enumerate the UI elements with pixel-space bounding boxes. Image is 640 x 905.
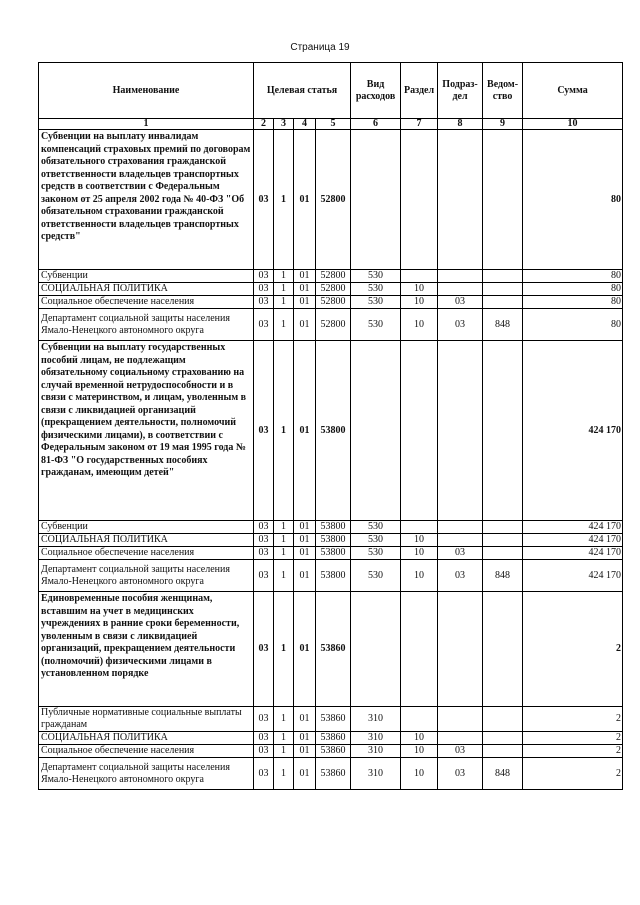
column-number: 4 (294, 119, 316, 130)
row-subsection (438, 732, 483, 745)
row-name: Субвенции на выплату инвалидам компенсаций страховых премий по договорам обязательного страхования гражданской ответственности владельцев транспортных средств в соответствии с Федеральным законом от 25 апреля 2002 года № 40-ФЗ "Об обязательном страховании гражданской ответственности владельцев транспортных средств" (39, 130, 254, 270)
row-section: 10 (401, 283, 438, 296)
row-department (483, 341, 523, 521)
row-expense-type: 310 (351, 732, 401, 745)
row-department (483, 521, 523, 534)
row-department: 848 (483, 758, 523, 790)
row-subsection (438, 707, 483, 732)
row-expense-type (351, 341, 401, 521)
row-expense-type: 530 (351, 560, 401, 592)
row-amount: 2 (523, 592, 623, 707)
row-name: СОЦИАЛЬНАЯ ПОЛИТИКА (39, 283, 254, 296)
row-expense-type: 530 (351, 521, 401, 534)
row-subsection (438, 130, 483, 270)
row-target-code: 53860 (316, 707, 351, 732)
row-department: 848 (483, 309, 523, 341)
header-amount: Сумма (523, 63, 623, 119)
row-target-code: 53800 (316, 560, 351, 592)
header-subsection: Подраз-дел (438, 63, 483, 119)
table-row (39, 130, 623, 270)
row-name: Субвенции (39, 270, 254, 283)
row-target-code: 53860 (316, 758, 351, 790)
row-target-code: 52800 (316, 130, 351, 270)
row-target-code: 53800 (316, 341, 351, 521)
row-target-code: 52800 (316, 296, 351, 309)
column-number-row (39, 119, 623, 130)
row-section: 10 (401, 758, 438, 790)
row-department (483, 707, 523, 732)
row-expense-type: 530 (351, 283, 401, 296)
header-name: Наименование (39, 63, 254, 119)
row-amount: 2 (523, 732, 623, 745)
row-target-code: 53860 (316, 592, 351, 707)
row-target-code: 53800 (316, 534, 351, 547)
row-amount: 80 (523, 270, 623, 283)
row-target-code: 52800 (316, 309, 351, 341)
row-amount: 424 170 (523, 534, 623, 547)
row-program-code: 1 (274, 707, 294, 732)
table-row (39, 534, 623, 547)
row-section-code: 03 (254, 732, 274, 745)
row-subsection (438, 534, 483, 547)
table-row (39, 707, 623, 732)
row-target-code: 53860 (316, 745, 351, 758)
row-target-code: 52800 (316, 283, 351, 296)
row-name: Субвенции на выплату государственных пособий лицам, не подлежащим обязательному социальному страхованию на случай временной нетрудоспособности и в связи с материнством, и лицам, уволенным в связи с ликвидацией организаций (прекращением деятельности, полномочий физическими лицами), в соответствии с Федеральным законом от 19 мая 1995 года № 81-ФЗ "О государственных пособиях гражданам, имеющим детей" (39, 341, 254, 521)
row-subsection (438, 521, 483, 534)
row-expense-type: 530 (351, 309, 401, 341)
row-program-code: 1 (274, 270, 294, 283)
row-section (401, 270, 438, 283)
row-section: 10 (401, 547, 438, 560)
row-subprogram-code: 01 (294, 758, 316, 790)
row-section-code: 03 (254, 521, 274, 534)
table-row (39, 745, 623, 758)
row-subprogram-code: 01 (294, 341, 316, 521)
row-expense-type: 530 (351, 296, 401, 309)
row-subsection: 03 (438, 745, 483, 758)
row-department (483, 732, 523, 745)
row-name: Субвенции (39, 521, 254, 534)
row-section-code: 03 (254, 130, 274, 270)
row-target-code: 53860 (316, 732, 351, 745)
row-section (401, 521, 438, 534)
row-program-code: 1 (274, 341, 294, 521)
column-number: 2 (254, 119, 274, 130)
row-subsection (438, 283, 483, 296)
column-number: 10 (523, 119, 623, 130)
row-section: 10 (401, 534, 438, 547)
row-subprogram-code: 01 (294, 130, 316, 270)
row-subprogram-code: 01 (294, 547, 316, 560)
table-row (39, 732, 623, 745)
table-row (39, 309, 623, 341)
row-program-code: 1 (274, 534, 294, 547)
row-section-code: 03 (254, 309, 274, 341)
row-subprogram-code: 01 (294, 707, 316, 732)
row-subprogram-code: 01 (294, 592, 316, 707)
row-subsection: 03 (438, 547, 483, 560)
row-section-code: 03 (254, 758, 274, 790)
row-name: Департамент социальной защиты населения Ямало-Ненецкого автономного округа (39, 560, 254, 592)
row-expense-type: 530 (351, 270, 401, 283)
row-subsection: 03 (438, 758, 483, 790)
row-section: 10 (401, 296, 438, 309)
column-number: 5 (316, 119, 351, 130)
budget-table (38, 62, 623, 790)
row-subprogram-code: 01 (294, 745, 316, 758)
row-section (401, 341, 438, 521)
row-subprogram-code: 01 (294, 521, 316, 534)
row-expense-type: 530 (351, 547, 401, 560)
row-amount: 424 170 (523, 547, 623, 560)
row-name: Социальное обеспечение населения (39, 745, 254, 758)
row-section: 10 (401, 560, 438, 592)
row-department (483, 283, 523, 296)
row-amount: 80 (523, 283, 623, 296)
header-department: Ведом-ство (483, 63, 523, 119)
column-number: 9 (483, 119, 523, 130)
row-name: СОЦИАЛЬНАЯ ПОЛИТИКА (39, 534, 254, 547)
row-program-code: 1 (274, 283, 294, 296)
table-row (39, 592, 623, 707)
row-subprogram-code: 01 (294, 270, 316, 283)
row-section-code: 03 (254, 270, 274, 283)
row-section (401, 707, 438, 732)
row-subsection: 03 (438, 296, 483, 309)
row-subsection: 03 (438, 560, 483, 592)
row-expense-type: 310 (351, 707, 401, 732)
row-section (401, 130, 438, 270)
row-subsection (438, 341, 483, 521)
row-name: Департамент социальной защиты населения Ямало-Ненецкого автономного округа (39, 758, 254, 790)
row-subsection (438, 270, 483, 283)
row-section-code: 03 (254, 592, 274, 707)
row-subsection: 03 (438, 309, 483, 341)
row-amount: 424 170 (523, 341, 623, 521)
table-row (39, 521, 623, 534)
header-expense-type: Вид расходов (351, 63, 401, 119)
row-subprogram-code: 01 (294, 296, 316, 309)
row-subsection (438, 592, 483, 707)
row-department (483, 270, 523, 283)
row-expense-type: 310 (351, 745, 401, 758)
row-section: 10 (401, 309, 438, 341)
row-program-code: 1 (274, 758, 294, 790)
table-row (39, 270, 623, 283)
row-subprogram-code: 01 (294, 732, 316, 745)
row-section-code: 03 (254, 745, 274, 758)
table-row (39, 560, 623, 592)
row-subprogram-code: 01 (294, 534, 316, 547)
row-amount: 80 (523, 130, 623, 270)
row-program-code: 1 (274, 521, 294, 534)
row-section-code: 03 (254, 296, 274, 309)
row-amount: 2 (523, 707, 623, 732)
row-target-code: 52800 (316, 270, 351, 283)
row-amount: 424 170 (523, 521, 623, 534)
row-amount: 80 (523, 309, 623, 341)
header-section: Раздел (401, 63, 438, 119)
page-label: Страница 19 (290, 42, 350, 53)
table-row (39, 758, 623, 790)
table-row (39, 341, 623, 521)
row-section-code: 03 (254, 283, 274, 296)
row-name: Департамент социальной защиты населения Ямало-Ненецкого автономного округа (39, 309, 254, 341)
row-amount: 2 (523, 745, 623, 758)
row-program-code: 1 (274, 130, 294, 270)
column-number: 3 (274, 119, 294, 130)
column-number: 7 (401, 119, 438, 130)
row-subprogram-code: 01 (294, 560, 316, 592)
row-section: 10 (401, 732, 438, 745)
column-number: 6 (351, 119, 401, 130)
row-name: Социальное обеспечение населения (39, 547, 254, 560)
row-department (483, 745, 523, 758)
header-target: Целевая статья (254, 63, 351, 119)
column-number: 1 (39, 119, 254, 130)
row-subprogram-code: 01 (294, 283, 316, 296)
row-department (483, 130, 523, 270)
row-program-code: 1 (274, 592, 294, 707)
table-row (39, 283, 623, 296)
row-program-code: 1 (274, 309, 294, 341)
row-section-code: 03 (254, 547, 274, 560)
row-amount: 424 170 (523, 560, 623, 592)
row-department (483, 296, 523, 309)
row-department (483, 592, 523, 707)
row-section: 10 (401, 745, 438, 758)
row-section-code: 03 (254, 534, 274, 547)
row-program-code: 1 (274, 560, 294, 592)
row-target-code: 53800 (316, 547, 351, 560)
row-section-code: 03 (254, 560, 274, 592)
row-department (483, 534, 523, 547)
row-amount: 2 (523, 758, 623, 790)
row-program-code: 1 (274, 547, 294, 560)
table-row (39, 296, 623, 309)
row-section-code: 03 (254, 707, 274, 732)
table-row (39, 547, 623, 560)
row-program-code: 1 (274, 745, 294, 758)
row-subprogram-code: 01 (294, 309, 316, 341)
row-expense-type: 310 (351, 758, 401, 790)
row-department (483, 547, 523, 560)
header-row (39, 63, 623, 119)
row-expense-type (351, 592, 401, 707)
row-section-code: 03 (254, 341, 274, 521)
row-program-code: 1 (274, 732, 294, 745)
row-name: Публичные нормативные социальные выплаты гражданам (39, 707, 254, 732)
row-name: СОЦИАЛЬНАЯ ПОЛИТИКА (39, 732, 254, 745)
row-amount: 80 (523, 296, 623, 309)
row-expense-type (351, 130, 401, 270)
row-program-code: 1 (274, 296, 294, 309)
row-section (401, 592, 438, 707)
row-name: Социальное обеспечение населения (39, 296, 254, 309)
column-number: 8 (438, 119, 483, 130)
row-expense-type: 530 (351, 534, 401, 547)
row-target-code: 53800 (316, 521, 351, 534)
row-department: 848 (483, 560, 523, 592)
row-name: Единовременные пособия женщинам, вставшим на учет в медицинских учреждениях в ранние сроки беременности, уволенным в связи с ликвидацией организаций, прекращением деятельности (полномочий) физическими лицами в установленном порядке (39, 592, 254, 707)
